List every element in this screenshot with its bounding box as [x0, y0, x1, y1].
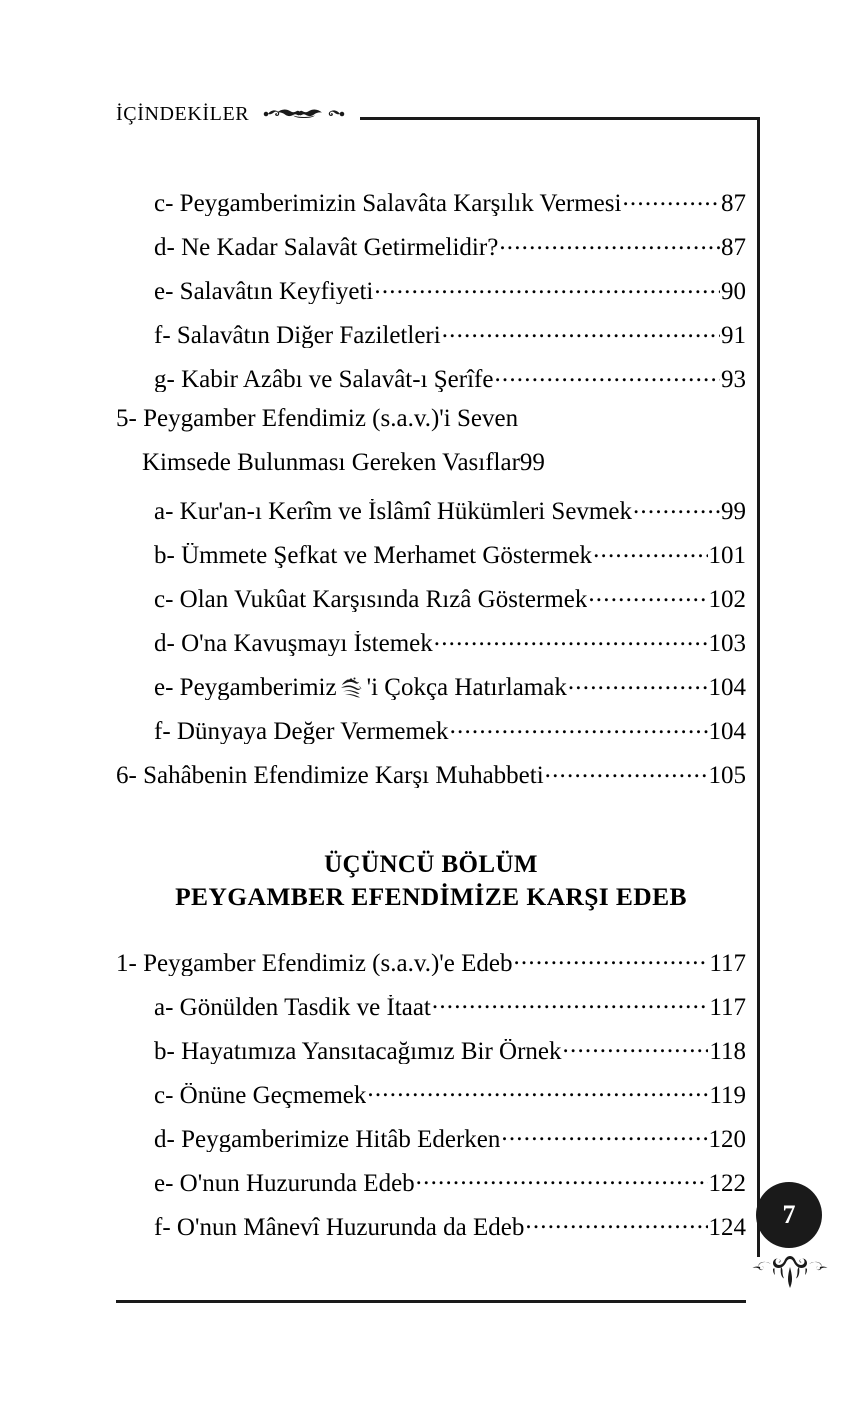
toc-entry-label: f- Dünyaya Değer Vermemek	[154, 719, 449, 744]
toc-entry-label: d- Peygamberimize Hitâb Ederken	[154, 1126, 501, 1152]
filigree-ornament-icon	[263, 105, 345, 123]
toc-leader-dots	[563, 1034, 709, 1059]
toc-leader-dots	[416, 1166, 708, 1191]
toc-leader-dots	[499, 230, 720, 255]
toc-entry[interactable]	[116, 230, 746, 274]
toc-leader-dots	[442, 318, 720, 343]
toc-leader-dots	[432, 990, 709, 1015]
toc-entry[interactable]	[116, 626, 746, 670]
toc-entry-page: 87	[721, 190, 746, 217]
toc-leader-dots	[450, 714, 708, 739]
toc-entry[interactable]	[116, 362, 746, 406]
toc-entry-page: 122	[708, 1169, 746, 1197]
toc-entry-page: 104	[708, 674, 746, 701]
toc-entry[interactable]	[116, 1166, 746, 1210]
chapter-heading	[116, 850, 746, 912]
frame-rule-bottom	[116, 1300, 746, 1303]
toc-entry-page: 120	[708, 1125, 746, 1153]
toc-entry-label: d- Ne Kadar Salavât Getirmelidir?	[154, 235, 499, 260]
toc-entry[interactable]	[116, 494, 746, 538]
toc-entry-label: e- Salavâtın Keyfiyeti	[154, 279, 374, 304]
toc-entry-page: 91	[721, 322, 746, 349]
toc-entry-label: 1- Peygamber Efendimiz (s.a.v.)'e Edeb	[116, 950, 513, 976]
toc-entry-label: a- Kur'an-ı Kerîm ve İslâmî Hükümleri Sevmek	[154, 499, 632, 524]
toc-entry-page: 99	[721, 498, 746, 525]
page-number-badge	[756, 1182, 822, 1248]
page-number-text: 7	[782, 1200, 796, 1229]
toc-leader-dots	[622, 186, 720, 211]
toc-entry-label: e- O'nun Huzurunda Edeb	[154, 1170, 415, 1196]
toc-leader-dots	[525, 1210, 707, 1235]
toc-entry-label: c- Önüne Geçmemek	[154, 1082, 367, 1108]
toc-entry-label: g- Kabir Azâbı ve Salavât-ı Şerîfe	[154, 367, 494, 392]
toc-entry[interactable]	[116, 274, 746, 318]
chapter-heading-line2: PEYGAMBER EFENDİMİZE KARŞI EDEB	[175, 881, 687, 911]
toc-entry[interactable]	[116, 990, 746, 1034]
toc-leader-dots	[513, 946, 708, 971]
toc-entry[interactable]	[116, 1122, 746, 1166]
toc-entry-label: b- Ümmete Şefkat ve Merhamet Göstermek	[154, 543, 593, 568]
toc-entry-label: f- O'nun Mânevî Huzurunda da Edeb	[154, 1214, 525, 1240]
toc-entry-label-prefix: e- Peygamberimiz	[154, 675, 337, 700]
running-head-label: İÇİNDEKİLER	[116, 103, 250, 125]
sallallahu-alayhi-wasallam-glyph-icon	[338, 675, 366, 699]
toc-entry-page: 119	[709, 1081, 746, 1109]
toc-entry-page: 103	[708, 630, 746, 657]
toc-entry-label: f- Salavâtın Diğer Faziletleri	[154, 323, 441, 348]
toc-entry-label-line1: 5- Peygamber Efendimiz (s.a.v.)'i Seven	[116, 405, 519, 432]
toc-entry[interactable]	[116, 318, 746, 362]
toc-entry-label: c- Peygamberimizin Salavâta Karşılık Vermesi	[154, 191, 622, 216]
toc-entry[interactable]	[116, 406, 746, 494]
toc-entry[interactable]	[116, 1210, 746, 1254]
toc-leader-dots	[367, 1078, 708, 1103]
toc-leader-dots	[434, 626, 708, 651]
toc-entry-page: 90	[721, 278, 746, 305]
toc-entry-page: 101	[708, 542, 746, 569]
table-of-contents	[116, 186, 746, 1254]
toc-entry-label: b- Hayatımıza Yansıtacağımız Bir Örnek	[154, 1038, 562, 1064]
toc-entry-page: 117	[709, 993, 746, 1021]
frame-rule-top	[360, 117, 760, 120]
toc-entry-page: 102	[708, 586, 746, 613]
toc-entry[interactable]	[116, 1078, 746, 1122]
toc-entry[interactable]	[116, 538, 746, 582]
toc-entry-label-line2: Kimsede Bulunması Gereken Vasıflar	[142, 449, 520, 476]
toc-leader-dots	[588, 582, 707, 607]
toc-leader-dots	[545, 758, 708, 783]
toc-entry[interactable]	[116, 1034, 746, 1078]
toc-entry[interactable]	[116, 946, 746, 990]
running-head	[116, 100, 345, 128]
toc-entry[interactable]	[116, 714, 746, 758]
toc-entry-page: 99	[519, 449, 545, 476]
toc-entry-page: 105	[708, 762, 746, 789]
chapter-heading-line1: ÜÇÜNCÜ BÖLÜM	[324, 851, 538, 878]
toc-entry-label: c- Olan Vukûat Karşısında Rızâ Göstermek	[154, 587, 588, 612]
toc-entry[interactable]	[116, 186, 746, 230]
toc-leader-dots	[568, 670, 708, 695]
toc-leader-dots	[633, 494, 720, 519]
toc-entry-label: a- Gönülden Tasdik ve İtaat	[154, 994, 431, 1020]
toc-entry-label	[154, 675, 567, 700]
toc-leader-dots	[494, 362, 720, 387]
toc-entry-label-suffix: 'i Çokça Hatırlamak	[366, 675, 567, 700]
toc-entry-page: 104	[708, 718, 746, 745]
toc-entry-with-honorific[interactable]	[116, 670, 746, 714]
scroll-flourish-ornament-icon	[748, 1252, 832, 1292]
toc-entry-page: 124	[708, 1213, 746, 1241]
toc-entry-page: 118	[709, 1037, 746, 1065]
toc-entry-label: 6- Sahâbenin Efendimize Karşı Muhabbeti	[116, 763, 544, 788]
toc-leader-dots	[374, 274, 720, 299]
toc-entry[interactable]	[116, 758, 746, 802]
toc-leader-dots	[501, 1122, 707, 1147]
frame-rule-right	[757, 117, 760, 1257]
toc-entry-page: 117	[709, 949, 746, 977]
toc-entry-label: d- O'na Kavuşmayı İstemek	[154, 631, 433, 656]
toc-entry-page: 87	[721, 234, 746, 261]
toc-leader-dots	[593, 538, 707, 563]
toc-entry-page: 93	[721, 366, 746, 393]
toc-entry[interactable]	[116, 582, 746, 626]
